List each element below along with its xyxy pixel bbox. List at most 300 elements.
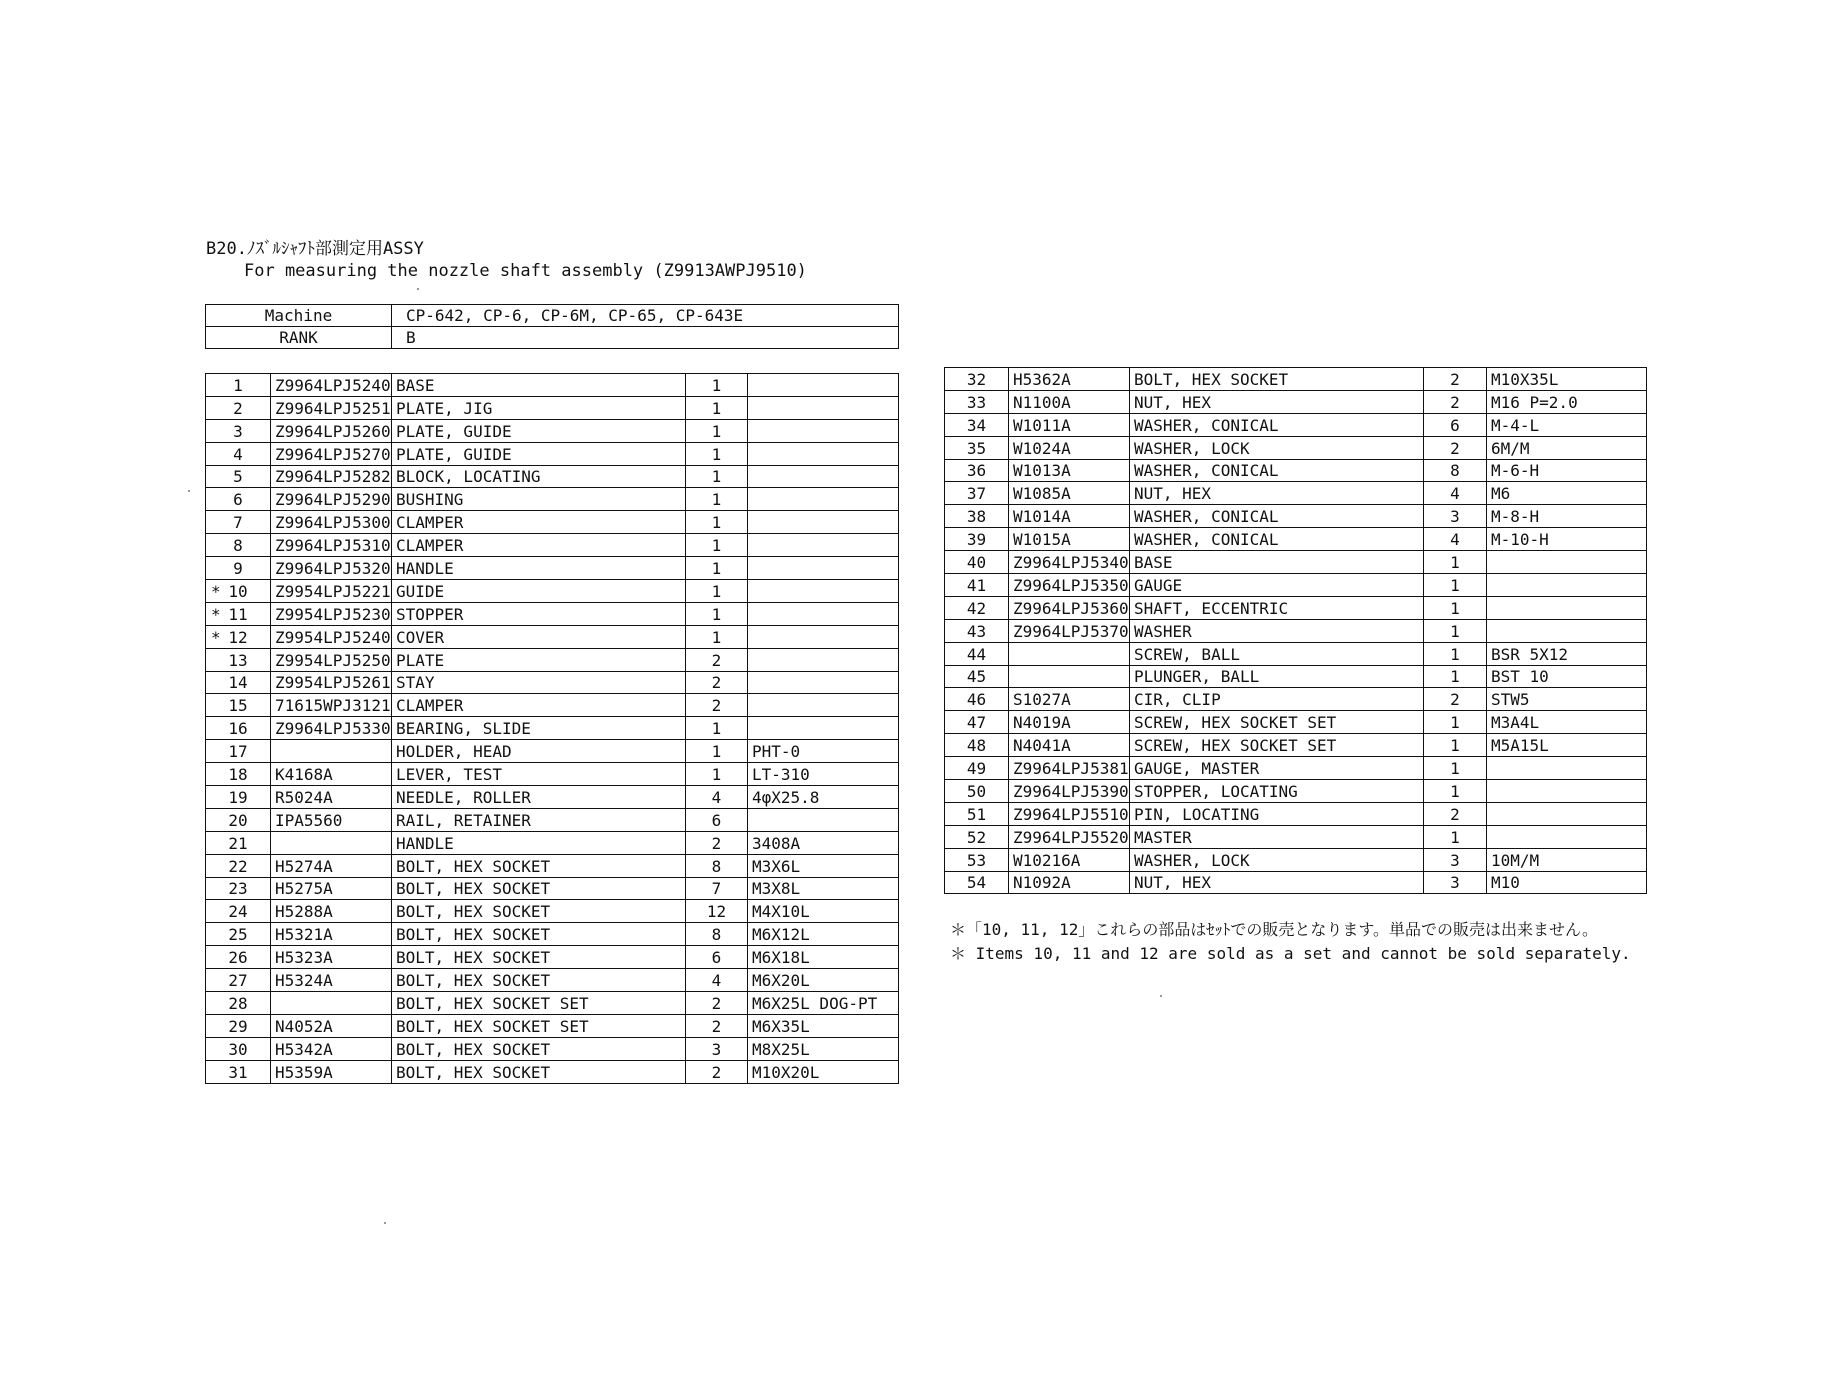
part-description: STOPPER (392, 602, 686, 625)
set-mark: * (211, 627, 221, 647)
quantity: 6 (686, 946, 748, 969)
quantity: 4 (686, 786, 748, 809)
part-description: COVER (392, 625, 686, 648)
item-number (206, 1037, 271, 1060)
set-mark: * (211, 581, 221, 601)
item-number-text: 1 (233, 375, 243, 395)
quantity: 3 (1424, 505, 1487, 528)
part-number: Z9954LPJ5230 (271, 602, 392, 625)
quantity: 1 (686, 488, 748, 511)
quantity: 1 (686, 419, 748, 442)
machine-label: Machine (206, 305, 392, 327)
part-number: Z9964LPJ5270 (271, 442, 392, 465)
machine-row (206, 305, 899, 327)
part-description: CIR, CLIP (1130, 688, 1424, 711)
remark (748, 671, 899, 694)
table-row (206, 946, 899, 969)
remark: M8X25L (748, 1037, 899, 1060)
table-row (206, 511, 899, 534)
quantity: 3 (1424, 871, 1487, 894)
part-number: N1100A (1009, 390, 1130, 413)
remark (748, 534, 899, 557)
quantity: 2 (686, 1014, 748, 1037)
part-description: BEARING, SLIDE (392, 717, 686, 740)
remark: M10X20L (748, 1060, 899, 1083)
table-row (206, 854, 899, 877)
part-number (1009, 642, 1130, 665)
table-row (945, 505, 1647, 528)
quantity: 7 (686, 877, 748, 900)
scan-speck (1160, 995, 1162, 997)
part-description: WASHER, CONICAL (1130, 413, 1424, 436)
part-description: BUSHING (392, 488, 686, 511)
remark: 4φX25.8 (748, 786, 899, 809)
item-number-text: 24 (228, 902, 248, 922)
remark: M6X12L (748, 923, 899, 946)
part-description: RAIL, RETAINER (392, 808, 686, 831)
remark (748, 442, 899, 465)
part-description: BOLT, HEX SOCKET SET (392, 1014, 686, 1037)
remark: M-4-L (1487, 413, 1647, 436)
table-row (206, 969, 899, 992)
part-description: BOLT, HEX SOCKET (392, 877, 686, 900)
remark (1487, 551, 1647, 574)
remark (748, 580, 899, 603)
scan-speck (384, 1222, 386, 1224)
part-description: PLATE, GUIDE (392, 442, 686, 465)
remark (748, 557, 899, 580)
quantity: 1 (1424, 825, 1487, 848)
part-description: PLATE (392, 648, 686, 671)
table-row (206, 534, 899, 557)
part-description: WASHER, CONICAL (1130, 459, 1424, 482)
part-description: BOLT, HEX SOCKET (392, 900, 686, 923)
part-description: SCREW, BALL (1130, 642, 1424, 665)
item-number: 46 (945, 688, 1009, 711)
part-description: HANDLE (392, 831, 686, 854)
part-description: BOLT, HEX SOCKET (1130, 368, 1424, 391)
remark: STW5 (1487, 688, 1647, 711)
item-number: 43 (945, 619, 1009, 642)
part-number (271, 992, 392, 1015)
table-row (945, 390, 1647, 413)
scan-speck (417, 288, 419, 290)
table-row (206, 717, 899, 740)
table-row (945, 711, 1647, 734)
parts-table-right (944, 367, 1647, 894)
quantity: 2 (1424, 390, 1487, 413)
table-row (206, 580, 899, 603)
table-row (945, 482, 1647, 505)
table-row (206, 877, 899, 900)
quantity: 4 (1424, 482, 1487, 505)
part-description: HOLDER, HEAD (392, 740, 686, 763)
item-number: 44 (945, 642, 1009, 665)
machine-value: CP-642, CP-6, CP-6M, CP-65, CP-643E (392, 305, 899, 327)
item-number (206, 831, 271, 854)
part-number: Z9964LPJ5350 (1009, 574, 1130, 597)
quantity: 1 (686, 740, 748, 763)
quantity: 1 (1424, 665, 1487, 688)
remark (748, 511, 899, 534)
quantity: 4 (686, 969, 748, 992)
remark: 10M/M (1487, 848, 1647, 871)
remark (748, 808, 899, 831)
item-number (206, 877, 271, 900)
item-number: 45 (945, 665, 1009, 688)
part-description: WASHER, LOCK (1130, 848, 1424, 871)
part-number: Z9964LPJ5330 (271, 717, 392, 740)
table-row (945, 596, 1647, 619)
part-description: GAUGE (1130, 574, 1424, 597)
part-description: CLAMPER (392, 534, 686, 557)
item-number-text: 21 (228, 833, 248, 853)
rank-label: RANK (206, 327, 392, 349)
item-number (206, 694, 271, 717)
item-number (206, 717, 271, 740)
part-description: WASHER, CONICAL (1130, 505, 1424, 528)
table-row (945, 551, 1647, 574)
table-row (945, 368, 1647, 391)
item-number (206, 740, 271, 763)
quantity: 1 (686, 465, 748, 488)
item-number (206, 396, 271, 419)
remark: M4X10L (748, 900, 899, 923)
item-number-text: 5 (233, 467, 243, 487)
table-row (206, 763, 899, 786)
item-number-text: 10 (228, 581, 248, 601)
part-number: W1085A (1009, 482, 1130, 505)
item-number: 40 (945, 551, 1009, 574)
part-description: MASTER (1130, 825, 1424, 848)
footnote-english: ＊ Items 10, 11 and 12 are sold as a set and cannot be sold separately. (950, 944, 1631, 963)
item-number: 36 (945, 459, 1009, 482)
item-number: 42 (945, 596, 1009, 619)
remark: M3A4L (1487, 711, 1647, 734)
item-number-text: 6 (233, 490, 243, 510)
table-row (945, 871, 1647, 894)
part-number: H5323A (271, 946, 392, 969)
item-number: 39 (945, 528, 1009, 551)
remark: M6X20L (748, 969, 899, 992)
item-number (206, 992, 271, 1015)
footnote-japanese: ＊「10, 11, 12」これらの部品はｾｯﾄでの販売となります。単品での販売は出来ません。 (950, 920, 1599, 939)
part-description: SHAFT, ECCENTRIC (1130, 596, 1424, 619)
quantity: 6 (1424, 413, 1487, 436)
table-row (945, 734, 1647, 757)
remark (1487, 802, 1647, 825)
item-number (206, 969, 271, 992)
remark (748, 488, 899, 511)
remark: M10 (1487, 871, 1647, 894)
item-number (206, 419, 271, 442)
quantity: 1 (686, 580, 748, 603)
item-number: 32 (945, 368, 1009, 391)
table-row (206, 671, 899, 694)
part-description: LEVER, TEST (392, 763, 686, 786)
part-number: N4052A (271, 1014, 392, 1037)
part-description: BOLT, HEX SOCKET (392, 946, 686, 969)
remark: M-10-H (1487, 528, 1647, 551)
table-row (945, 642, 1647, 665)
part-description: PLATE, JIG (392, 396, 686, 419)
part-number: Z9954LPJ5221 (271, 580, 392, 603)
part-number (1009, 665, 1130, 688)
remark: M3X8L (748, 877, 899, 900)
quantity: 1 (686, 511, 748, 534)
part-number: H5362A (1009, 368, 1130, 391)
item-number: 33 (945, 390, 1009, 413)
page-title (206, 238, 807, 282)
item-number (206, 625, 271, 648)
title-english: For measuring the nozzle shaft assembly (Z9913AWPJ9510) (244, 261, 807, 281)
quantity: 1 (1424, 757, 1487, 780)
part-number: K4168A (271, 763, 392, 786)
part-number: Z9964LPJ5251 (271, 396, 392, 419)
item-number: 50 (945, 780, 1009, 803)
remark: 6M/M (1487, 436, 1647, 459)
quantity: 2 (686, 671, 748, 694)
part-description: BOLT, HEX SOCKET SET (392, 992, 686, 1015)
part-description: SCREW, HEX SOCKET SET (1130, 711, 1424, 734)
quantity: 6 (686, 808, 748, 831)
item-number (206, 534, 271, 557)
part-number: Z9964LPJ5300 (271, 511, 392, 534)
part-number: N4041A (1009, 734, 1130, 757)
part-number: H5321A (271, 923, 392, 946)
remark: M10X35L (1487, 368, 1647, 391)
parts-table-left (205, 373, 899, 1084)
table-row (206, 900, 899, 923)
table-row (206, 831, 899, 854)
table-row (945, 574, 1647, 597)
remark: M3X6L (748, 854, 899, 877)
item-number-text: 29 (228, 1016, 248, 1036)
remark (748, 717, 899, 740)
item-number (206, 557, 271, 580)
item-number: 34 (945, 413, 1009, 436)
table-row (206, 557, 899, 580)
part-number: W1015A (1009, 528, 1130, 551)
table-row (206, 1014, 899, 1037)
item-number: 35 (945, 436, 1009, 459)
item-number (206, 946, 271, 969)
part-number: W10216A (1009, 848, 1130, 871)
item-number: 53 (945, 848, 1009, 871)
part-description: BOLT, HEX SOCKET (392, 969, 686, 992)
part-number: W1013A (1009, 459, 1130, 482)
part-description: NUT, HEX (1130, 390, 1424, 413)
item-number (206, 1014, 271, 1037)
item-number-text: 11 (228, 604, 248, 624)
item-number-text: 7 (233, 513, 243, 533)
part-number: W1014A (1009, 505, 1130, 528)
item-number: 37 (945, 482, 1009, 505)
item-number (206, 488, 271, 511)
table-row (206, 648, 899, 671)
table-row (945, 436, 1647, 459)
item-number: 49 (945, 757, 1009, 780)
quantity: 1 (1424, 619, 1487, 642)
item-number-text: 26 (228, 948, 248, 968)
item-number (206, 854, 271, 877)
quantity: 1 (686, 534, 748, 557)
part-number: Z9964LPJ5381 (1009, 757, 1130, 780)
remark (748, 374, 899, 397)
part-number: H5324A (271, 969, 392, 992)
table-row (206, 419, 899, 442)
quantity: 1 (1424, 596, 1487, 619)
item-number (206, 648, 271, 671)
part-number: Z9964LPJ5360 (1009, 596, 1130, 619)
part-number: Z9964LPJ5282 (271, 465, 392, 488)
part-number: 71615WPJ3121 (271, 694, 392, 717)
part-description: PLATE, GUIDE (392, 419, 686, 442)
quantity: 1 (686, 374, 748, 397)
quantity: 1 (686, 625, 748, 648)
part-description: BASE (1130, 551, 1424, 574)
part-number: Z9964LPJ5260 (271, 419, 392, 442)
part-description: STOPPER, LOCATING (1130, 780, 1424, 803)
table-row (945, 757, 1647, 780)
item-number-text: 31 (228, 1062, 248, 1082)
remark: 3408A (748, 831, 899, 854)
part-description: HANDLE (392, 557, 686, 580)
remark: M16 P=2.0 (1487, 390, 1647, 413)
part-description: NUT, HEX (1130, 871, 1424, 894)
remark: M5A15L (1487, 734, 1647, 757)
remark: M-8-H (1487, 505, 1647, 528)
remark: M6 (1487, 482, 1647, 505)
rank-value: B (392, 327, 899, 349)
table-row (206, 992, 899, 1015)
remark (748, 419, 899, 442)
remark: M-6-H (1487, 459, 1647, 482)
part-description: BOLT, HEX SOCKET (392, 854, 686, 877)
item-number: 47 (945, 711, 1009, 734)
scan-speck (188, 490, 190, 492)
table-row (206, 786, 899, 809)
part-description: BOLT, HEX SOCKET (392, 1037, 686, 1060)
remark: BSR 5X12 (1487, 642, 1647, 665)
item-number-text: 20 (228, 810, 248, 830)
item-number-text: 8 (233, 536, 243, 556)
quantity: 1 (1424, 711, 1487, 734)
quantity: 1 (1424, 574, 1487, 597)
item-number-text: 13 (228, 650, 248, 670)
item-number (206, 602, 271, 625)
remark (1487, 596, 1647, 619)
quantity: 1 (686, 557, 748, 580)
part-description: WASHER, CONICAL (1130, 528, 1424, 551)
table-row (945, 780, 1647, 803)
table-row (206, 1060, 899, 1083)
part-number: IPA5560 (271, 808, 392, 831)
item-number-text: 4 (233, 444, 243, 464)
part-description: WASHER, LOCK (1130, 436, 1424, 459)
item-number (206, 763, 271, 786)
quantity: 1 (686, 602, 748, 625)
quantity: 1 (686, 396, 748, 419)
quantity: 2 (1424, 368, 1487, 391)
quantity: 2 (686, 648, 748, 671)
part-number (271, 831, 392, 854)
table-row (206, 465, 899, 488)
item-number: 38 (945, 505, 1009, 528)
item-number-text: 18 (228, 765, 248, 785)
machine-info-table (205, 304, 899, 349)
table-row (945, 459, 1647, 482)
part-number: Z9964LPJ5510 (1009, 802, 1130, 825)
remark: M6X35L (748, 1014, 899, 1037)
item-number: 52 (945, 825, 1009, 848)
part-description: BASE (392, 374, 686, 397)
quantity: 8 (686, 923, 748, 946)
remark (1487, 825, 1647, 848)
item-number-text: 22 (228, 856, 248, 876)
item-number-text: 9 (233, 559, 243, 579)
item-number-text: 14 (228, 673, 248, 693)
remark: M6X25L DOG-PT (748, 992, 899, 1015)
table-row (206, 923, 899, 946)
item-number (206, 465, 271, 488)
remark (748, 648, 899, 671)
table-row (206, 808, 899, 831)
set-mark: * (211, 604, 221, 624)
item-number-text: 12 (228, 627, 248, 647)
title-japanese: B20.ﾉｽﾞﾙｼｬﾌﾄ部測定用ASSY (206, 239, 424, 259)
part-number: H5359A (271, 1060, 392, 1083)
part-description: BLOCK, LOCATING (392, 465, 686, 488)
item-number: 48 (945, 734, 1009, 757)
quantity: 1 (686, 717, 748, 740)
part-description: NEEDLE, ROLLER (392, 786, 686, 809)
part-number: R5024A (271, 786, 392, 809)
remark (748, 396, 899, 419)
quantity: 8 (1424, 459, 1487, 482)
item-number-text: 2 (233, 398, 243, 418)
table-row (206, 442, 899, 465)
part-number: Z9964LPJ5520 (1009, 825, 1130, 848)
remark (748, 465, 899, 488)
quantity: 2 (686, 992, 748, 1015)
item-number (206, 580, 271, 603)
quantity: 1 (1424, 780, 1487, 803)
part-number: N4019A (1009, 711, 1130, 734)
quantity: 1 (1424, 551, 1487, 574)
part-description: STAY (392, 671, 686, 694)
quantity: 1 (1424, 642, 1487, 665)
part-description: GUIDE (392, 580, 686, 603)
table-row (206, 1037, 899, 1060)
part-description: NUT, HEX (1130, 482, 1424, 505)
item-number (206, 923, 271, 946)
item-number (206, 808, 271, 831)
item-number-text: 25 (228, 925, 248, 945)
table-row (945, 528, 1647, 551)
item-number (206, 671, 271, 694)
quantity: 1 (1424, 734, 1487, 757)
item-number: 41 (945, 574, 1009, 597)
quantity: 2 (1424, 688, 1487, 711)
table-row (206, 602, 899, 625)
part-number: W1011A (1009, 413, 1130, 436)
quantity: 2 (1424, 802, 1487, 825)
part-number: Z9964LPJ5290 (271, 488, 392, 511)
item-number-text: 17 (228, 742, 248, 762)
item-number-text: 16 (228, 719, 248, 739)
table-row (945, 825, 1647, 848)
